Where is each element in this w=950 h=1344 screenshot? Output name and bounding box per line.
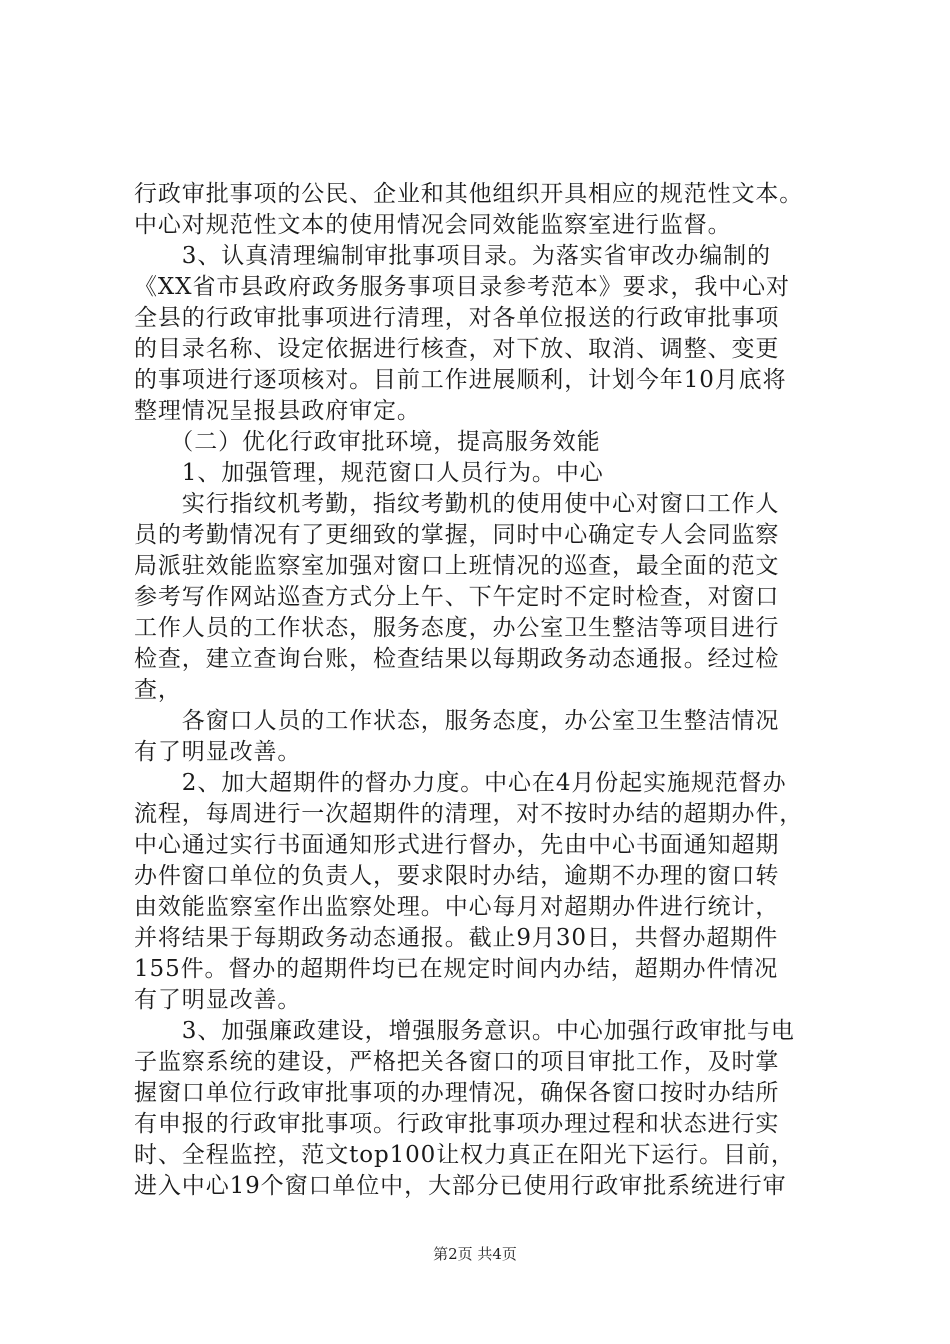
text-line: 有了明显改善。: [134, 739, 302, 765]
page-number-footer: 第2页 共4页: [433, 1245, 517, 1263]
text-line: 工作人员的工作状态，服务态度，办公室卫生整洁等项目进行: [134, 615, 780, 641]
text-line: 3、加强廉政建设，增强服务意识。中心加强行政审批与电: [134, 1018, 795, 1044]
text-line: 局派驻效能监察室加强对窗口上班情况的巡查，最全面的范文: [134, 553, 780, 579]
text-line: 《XX省市县政府政务服务事项目录参考范本》要求，我中心对: [134, 274, 790, 300]
text-line: 有申报的行政审批事项。行政审批事项办理过程和状态进行实: [134, 1111, 780, 1137]
text-line: 办件窗口单位的负责人，要求限时办结，逾期不办理的窗口转: [134, 863, 780, 889]
text-line: 并将结果于每期政务动态通报。截止9月30日，共督办超期件: [134, 925, 779, 951]
text-line: 流程，每周进行一次超期件的清理，对不按时办结的超期办件，: [134, 801, 804, 827]
text-line: 各窗口人员的工作状态，服务态度，办公室卫生整洁情况: [134, 708, 780, 734]
text-line: 2、加大超期件的督办力度。中心在4月份起实施规范督办: [134, 770, 787, 796]
text-line: 1、加强管理，规范窗口人员行为。中心: [134, 460, 604, 486]
text-line: 握窗口单位行政审批事项的办理情况，确保各窗口按时办结所: [134, 1080, 780, 1106]
text-line: 员的考勤情况有了更细致的掌握，同时中心确定专人会同监察: [134, 522, 780, 548]
text-line: 整理情况呈报县政府审定。: [134, 398, 421, 424]
section-heading: （二）优化行政审批环境，提高服务效能: [134, 429, 601, 455]
text-line: 子监察系统的建设，严格把关各窗口的项目审批工作，及时掌: [134, 1049, 780, 1075]
text-line: 的目录名称、设定依据进行核查，对下放、取消、调整、变更: [134, 336, 780, 362]
text-line: 中心对规范性文本的使用情况会同效能监察室进行监督。: [134, 212, 732, 238]
text-line: 中心通过实行书面通知形式进行督办，先由中心书面通知超期: [134, 832, 780, 858]
text-line: 3、认真清理编制审批事项目录。为落实省审改办编制的: [134, 243, 771, 269]
text-line: 由效能监察室作出监察处理。中心每月对超期办件进行统计，: [134, 894, 780, 920]
text-line: 参考写作网站巡查方式分上午、下午定时不定时检查，对窗口: [134, 584, 780, 610]
text-line: 有了明显改善。: [134, 987, 302, 1013]
text-line: 查，: [134, 677, 182, 703]
text-line: 检查，建立查询台账，检查结果以每期政务动态通报。经过检: [134, 646, 780, 672]
text-line: 时、全程监控，范文top100让权力真正在阳光下运行。目前，: [134, 1142, 795, 1168]
text-line: 155件。督办的超期件均已在规定时间内办结，超期办件情况: [134, 956, 779, 982]
text-line: 的事项进行逐项核对。目前工作进展顺利，计划今年10月底将: [134, 367, 787, 393]
text-line: 全县的行政审批事项进行清理，对各单位报送的行政审批事项: [134, 305, 780, 331]
text-line: 实行指纹机考勤，指纹考勤机的使用使中心对窗口工作人: [134, 491, 780, 517]
text-line: 进入中心19个窗口单位中，大部分已使用行政审批系统进行审: [134, 1173, 787, 1199]
text-line: 行政审批事项的公民、企业和其他组织开具相应的规范性文本。: [134, 181, 804, 207]
